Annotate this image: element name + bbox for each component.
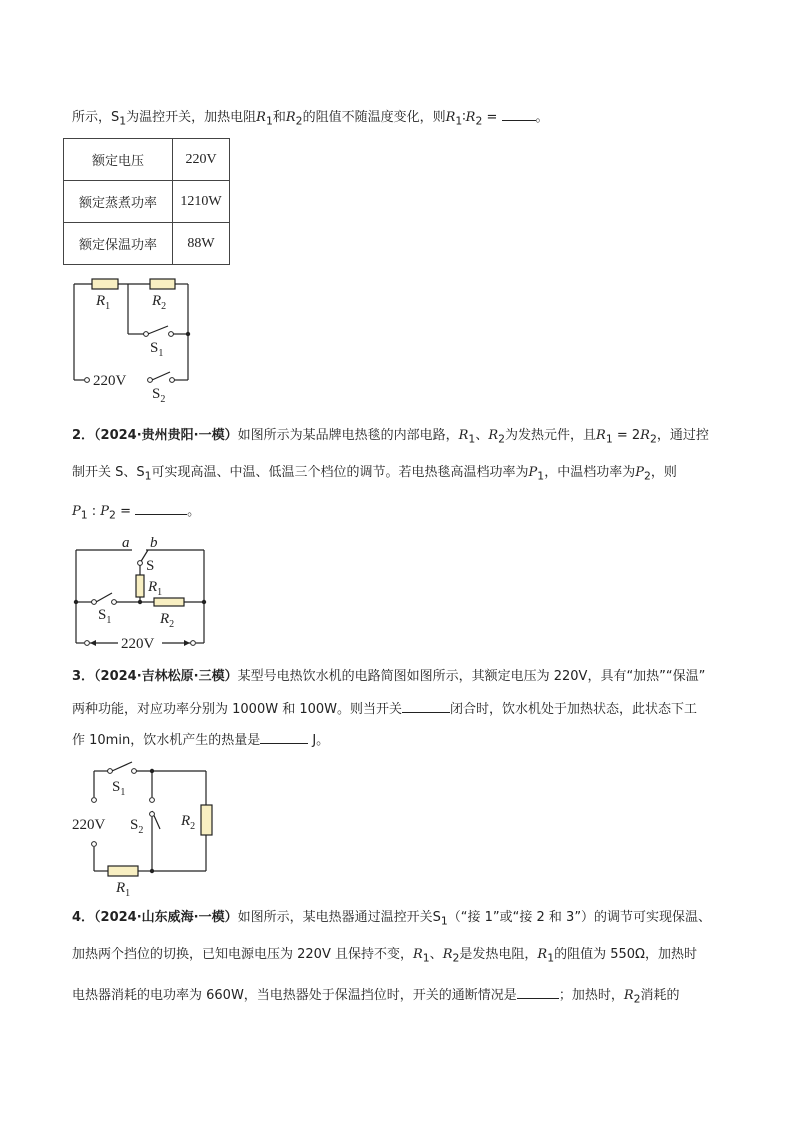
label-s: S: [146, 558, 155, 574]
junction-dot: [150, 869, 154, 873]
terminal: [132, 769, 137, 774]
terminal: [92, 842, 97, 847]
junction-dot: [150, 769, 154, 773]
terminal: [108, 769, 113, 774]
terminal: [148, 378, 153, 383]
table-cell-label: 额定保温功率: [64, 223, 173, 265]
label-r1: $R_1$: [96, 293, 111, 312]
question-source: （2024·吉林松原·三模）: [94, 669, 238, 684]
label-s1: $S_1$: [98, 607, 112, 626]
q3-line-1: 3．（2024·吉林松原·三模）某型号电热饮水机的电路简图如图所示，其额定电压为 220V，具有“加热”“保温”: [72, 669, 706, 684]
q1-circuit-diagram: [60, 270, 210, 410]
terminal: [169, 332, 174, 337]
terminal: [112, 600, 117, 605]
label-r2: $R_2$: [152, 293, 167, 312]
label-voltage: 220V: [93, 373, 127, 389]
q1-line: 所示，$S_1$为温控开关，加热电阻$R_1$和$R_2$的阻值不随温度变化，则$R_1∶R_2$ = 。: [72, 106, 549, 132]
answer-blank[interactable]: [135, 500, 187, 515]
label-voltage: 220V: [121, 636, 155, 652]
table-cell-label: 额定电压: [64, 139, 173, 181]
terminal: [191, 641, 196, 646]
question-number: 2．: [72, 428, 95, 443]
q4-line-1: 4．（2024·山东威海·一模）如图所示，某电热器通过温控开关$S_1(“$接 1”或“接 2 和 3”）的调节可实现保温、: [72, 910, 712, 928]
resistor-r1: [108, 866, 138, 876]
label-r1: $R_1$: [148, 579, 163, 598]
table-cell-label: 额定蒸煮功率: [64, 181, 173, 223]
question-source: （2024·山东威海·一模）: [94, 910, 238, 925]
q4-line-2: 加热两个挡位的切换，已知电源电压为 220V 且保持不变，$R_1$、$R_2$是发热电阻，$R_1$的阻值为 550Ω，加热时: [72, 947, 697, 965]
terminal: [170, 378, 175, 383]
resistor-r1: [136, 575, 144, 597]
terminal: [150, 798, 155, 803]
terminal: [144, 332, 149, 337]
junction-dot: [186, 332, 190, 336]
terminal: [150, 812, 155, 817]
answer-blank[interactable]: [502, 106, 536, 121]
answer-blank[interactable]: [402, 698, 450, 713]
table-cell-value: 1210W: [173, 181, 230, 223]
junction-dot: [202, 600, 206, 604]
resistor-r2: [154, 598, 184, 606]
q2-circuit-diagram: [68, 535, 218, 660]
q3-line-2: 两种功能，对应功率分别为 1000W 和 100W。则当开关 闭合时，饮水机处于加热状态，此状态下工: [72, 698, 697, 720]
table-cell-value: 88W: [173, 223, 230, 265]
resistor-r2: [201, 805, 212, 835]
label-s2: $S_2$: [152, 386, 166, 405]
label-s2: $S_2$: [130, 817, 144, 836]
label-b: b: [150, 535, 158, 551]
resistor-r1: [92, 279, 118, 289]
q2-line-2: 制开关 S、$S_1$可实现高温、中温、低温三个档位的调节。若电热毯高温档功率为$P_1$，中温档功率为$P_2$，则: [72, 465, 677, 483]
terminal: [138, 561, 143, 566]
terminal: [85, 641, 90, 646]
label-s1: $S_1$: [112, 779, 126, 798]
table-row: [64, 181, 230, 223]
q2-line-3: $P_1$ : $P_2$ = 。: [72, 500, 200, 526]
terminal: [92, 600, 97, 605]
label-r2: $R_2$: [160, 611, 175, 630]
question-number: 4．: [72, 910, 95, 925]
junction-dot: [74, 600, 78, 604]
table-row: [64, 139, 230, 181]
terminal: [92, 798, 97, 803]
question-source: （2024·贵州贵阳·一模）: [94, 428, 238, 443]
arrow-head-right: [184, 640, 190, 646]
arrow-head-left: [90, 640, 96, 646]
q3-circuit-diagram: [70, 757, 230, 902]
table-row: [64, 223, 230, 265]
label-s1: $S_1$: [150, 340, 164, 359]
q3-line-3: 作 10min，饮水机产生的热量是 J。: [72, 729, 329, 751]
resistor-r2: [150, 279, 175, 289]
question-number: 3．: [72, 669, 95, 684]
answer-blank[interactable]: [517, 984, 559, 999]
table-cell-value: 220V: [173, 139, 230, 181]
label-voltage: 220V: [72, 817, 106, 833]
terminal: [85, 378, 90, 383]
answer-blank[interactable]: [260, 729, 308, 744]
spec-table: [63, 138, 230, 265]
label-r1: $R_1$: [116, 880, 131, 899]
label-r2: $R_2$: [181, 813, 196, 832]
q2-line-1: 2．（2024·贵州贵阳·一模）如图所示为某品牌电热毯的内部电路，$R_1$、$R_2$为发热元件，且$R_1 = 2R_2$，通过控: [72, 428, 709, 446]
q4-line-3: 电热器消耗的电功率为 660W，当电热器处于保温挡位时，开关的通断情况是 ；加热时，$R_2$消耗的: [72, 984, 680, 1010]
junction-dot: [138, 600, 142, 604]
label-a: a: [122, 535, 130, 551]
